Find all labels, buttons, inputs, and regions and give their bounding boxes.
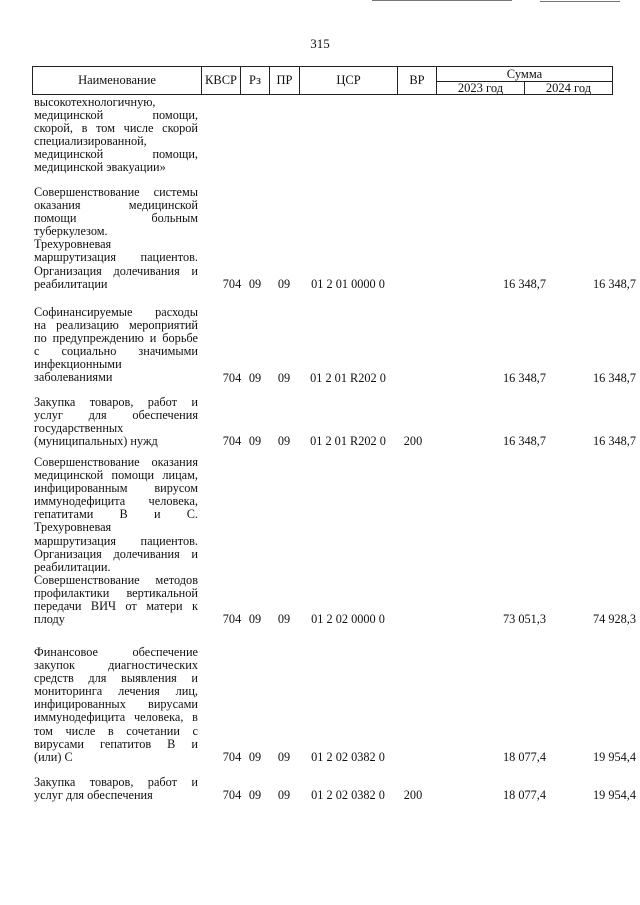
row-name-line: Организация долечивания и (34, 263, 198, 278)
row-name (34, 306, 198, 385)
cell-y2024: 19 954,4 (592, 788, 636, 803)
row-name-line: услуг для обеспечения (34, 788, 153, 803)
table-row (32, 185, 636, 291)
row-name-line: профилактики вертикальной (34, 585, 198, 600)
row-name (34, 646, 198, 764)
cell-kvsr: 704 (222, 276, 242, 291)
header-sum: Сумма (436, 66, 613, 82)
header-name: Наименование (32, 66, 202, 95)
cell-y2023: 16 348,7 (502, 370, 546, 385)
cell-rz: 09 (248, 434, 262, 449)
cell-csr: 01 2 02 0382 0 (311, 749, 385, 764)
row-name-line: медицинской помощи, (34, 108, 198, 123)
row-name (34, 456, 198, 626)
row-name-line: иммунодефицита человека, (34, 494, 198, 509)
row-name-line: медицинской помощи, (34, 147, 198, 162)
cell-pr: 09 (277, 612, 291, 627)
cell-csr: 01 2 01 R202 0 (310, 434, 386, 449)
header-pr: ПР (269, 66, 300, 95)
cell-y2024: 16 348,7 (592, 434, 636, 449)
row-name-line: Закупка товаров, работ и (34, 395, 198, 409)
cell-y2023: 18 077,4 (502, 749, 546, 764)
header-year-2023: 2023 год (436, 81, 525, 95)
row-name-line: Закупка товаров, работ и (34, 775, 198, 789)
cell-y2023: 16 348,7 (502, 276, 546, 291)
table-row (32, 96, 612, 175)
row-name-line: специализированной, (34, 134, 147, 149)
cell-kvsr: 704 (222, 370, 242, 385)
row-name-line: том числе в сочетании с (34, 723, 198, 738)
cell-kvsr: 704 (222, 612, 242, 627)
row-name-line: с социально значимыми (34, 344, 198, 359)
row-name-line: медицинской помощи лицам, (34, 468, 198, 483)
cell-rz: 09 (248, 370, 262, 385)
table-row (32, 305, 636, 385)
cell-pr: 09 (277, 370, 291, 385)
row-name (34, 396, 198, 448)
row-name-line: услуг для обеспечения (34, 408, 198, 423)
cell-rz: 09 (248, 276, 262, 291)
page-number: 315 (310, 36, 330, 51)
cell-pr: 09 (277, 788, 291, 803)
cell-pr: 09 (277, 434, 291, 449)
cell-y2024: 19 954,4 (592, 749, 636, 764)
page-edge-line (372, 0, 512, 1)
cell-y2024: 16 348,7 (592, 370, 636, 385)
row-name (34, 776, 198, 802)
row-name-line: туберкулезом. (34, 224, 108, 239)
row-name-line: средств для выявления и (34, 671, 198, 686)
table-row (32, 645, 636, 764)
row-name-line: высокотехнологичную, (34, 95, 156, 109)
row-name-line: Организация долечивания и (34, 546, 198, 561)
row-name-line: инфекционными (34, 357, 122, 372)
row-name-line: Совершенствование оказания (34, 455, 198, 469)
cell-csr: 01 2 02 0000 0 (311, 612, 385, 627)
row-name-line: помощи больным (34, 211, 198, 226)
cell-csr: 01 2 01 0000 0 (311, 276, 385, 291)
cell-kvsr: 704 (222, 788, 242, 803)
row-name-line: иммунодефицита человека, в (34, 710, 198, 725)
row-name-line: оказания медицинской (34, 198, 198, 213)
row-name (34, 96, 198, 175)
cell-rz: 09 (248, 749, 262, 764)
row-name-line: Софинансируемые расходы (34, 305, 198, 319)
row-name-line: маршрутизация пациентов. (34, 250, 198, 265)
cell-y2023: 16 348,7 (502, 434, 546, 449)
table-row (32, 395, 636, 449)
cell-kvsr: 704 (222, 749, 242, 764)
cell-csr: 01 2 02 0382 0 (311, 788, 385, 803)
table-row (32, 455, 636, 627)
cell-y2023: 73 051,3 (502, 612, 546, 627)
row-name-line: маршрутизация пациентов. (34, 533, 198, 548)
row-name-line: инфицированных вирусами (34, 697, 198, 712)
row-name-line: инфицированным вирусом (34, 481, 198, 496)
header-rz: Рз (240, 66, 270, 95)
row-name-line: гепатитами В и С. (34, 507, 198, 522)
row-name-line: государственных (34, 421, 124, 436)
row-name (34, 186, 198, 291)
row-name-line: реабилитации (34, 276, 108, 291)
row-name-line: плоду (34, 612, 65, 627)
cell-rz: 09 (248, 788, 262, 803)
row-name-line: Трехуровневая (34, 237, 112, 252)
cell-vr: 200 (403, 434, 423, 449)
row-name-line: закупок диагностических (34, 658, 198, 673)
row-name-line: (муниципальных) нужд (34, 434, 158, 449)
row-name-line: скорой, в том числе скорой (34, 121, 198, 136)
row-name-line: (или) С (34, 749, 73, 764)
header-csr: ЦСР (299, 66, 398, 95)
table-row (32, 775, 636, 803)
row-name-line: Совершенствование методов (34, 572, 198, 587)
row-name-line: вирусами гепатитов В и (34, 736, 198, 751)
header-vr: ВР (397, 66, 437, 95)
row-name-line: реабилитации. (34, 559, 111, 574)
cell-csr: 01 2 01 R202 0 (310, 370, 386, 385)
page-edge-line (540, 1, 620, 2)
cell-y2024: 74 928,3 (592, 612, 636, 627)
cell-pr: 09 (277, 276, 291, 291)
cell-kvsr: 704 (222, 434, 242, 449)
header-year-2024: 2024 год (524, 81, 613, 95)
cell-rz: 09 (248, 612, 262, 627)
row-name-line: на реализацию мероприятий (34, 318, 198, 333)
row-name-line: Финансовое обеспечение (34, 645, 198, 659)
row-name-line: мониторинга лечения лиц, (34, 684, 198, 699)
row-name-line: передачи ВИЧ от матери к (34, 599, 198, 614)
cell-y2024: 16 348,7 (592, 276, 636, 291)
cell-vr: 200 (403, 788, 423, 803)
row-name-line: заболеваниями (34, 370, 113, 385)
row-name-line: Совершенствование системы (34, 185, 198, 199)
row-name-line: по предупреждению и борьбе (34, 331, 198, 346)
cell-pr: 09 (277, 749, 291, 764)
header-kvsr: КВСР (201, 66, 241, 95)
row-name-line: медицинской эвакуации» (34, 160, 166, 175)
row-name-line: Трехуровневая (34, 520, 112, 535)
cell-y2023: 18 077,4 (502, 788, 546, 803)
